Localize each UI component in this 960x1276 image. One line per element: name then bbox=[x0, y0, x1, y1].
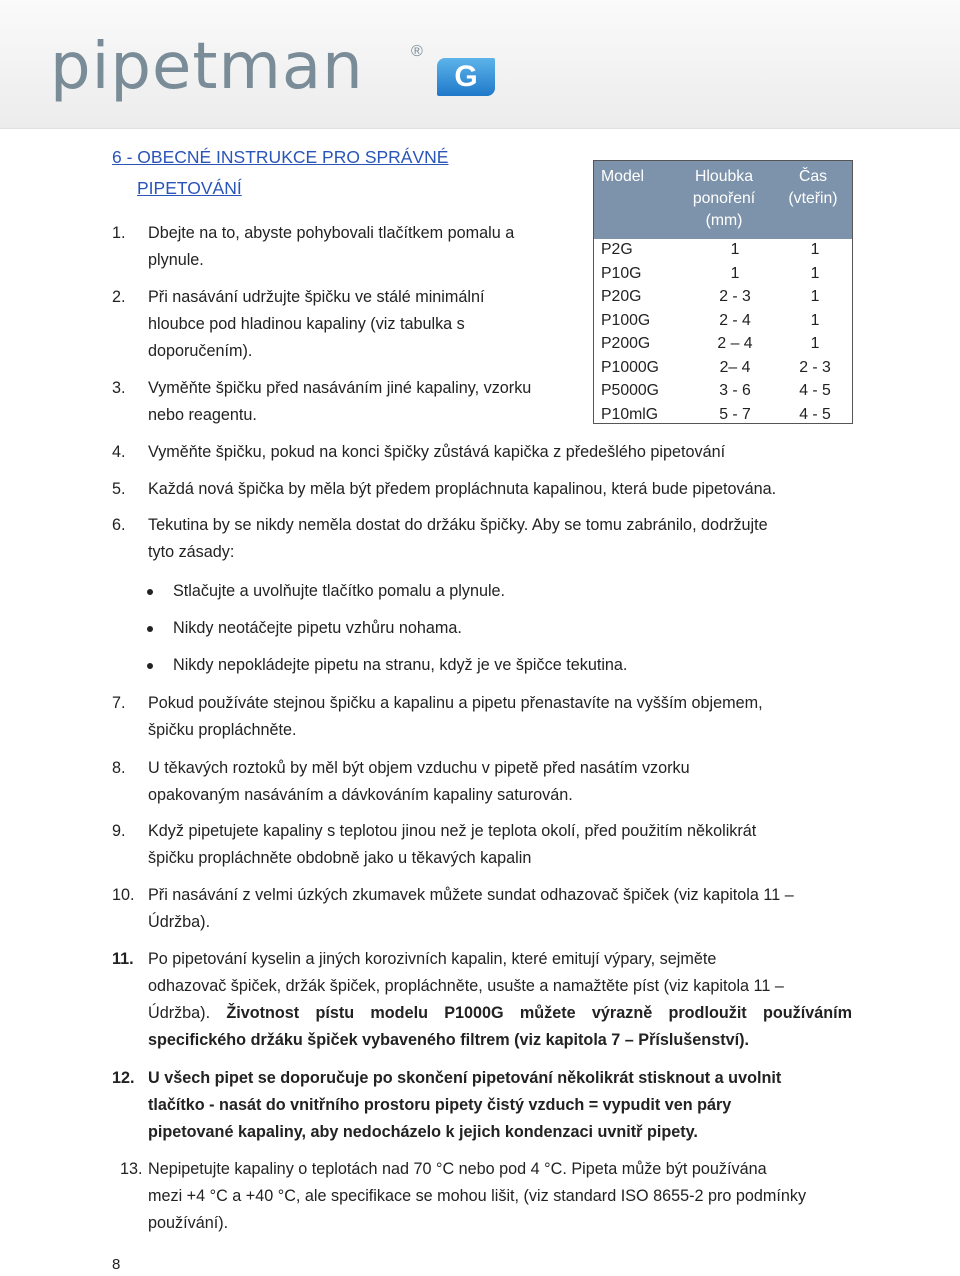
cell-model: P20G bbox=[601, 288, 642, 305]
item-number: 8. bbox=[112, 759, 126, 777]
header-depth bbox=[674, 166, 774, 232]
table-row bbox=[594, 309, 852, 333]
item-text-line: opakovaným nasáváním a dávkováním kapaliny saturován. bbox=[148, 786, 573, 804]
bullet-text: Nikdy nepokládejte pipetu na stranu, když je ve špičce tekutina. bbox=[173, 656, 628, 674]
cell-model: P5000G bbox=[601, 382, 659, 399]
item-number: 13. bbox=[120, 1160, 143, 1178]
item-text-line: doporučením). bbox=[148, 342, 253, 360]
item-number: 1. bbox=[112, 224, 126, 242]
header-time-line: Čas bbox=[798, 168, 828, 185]
item-text-line: Vyměňte špičku před nasáváním jiné kapaliny, vzorku bbox=[148, 379, 532, 397]
cell-time: 4 - 5 bbox=[799, 405, 831, 423]
cell-model: P10mlG bbox=[601, 405, 659, 423]
item-text-line: specifického držáku špiček vybaveného filtrem (viz kapitola 7 – Příslušenství). bbox=[148, 1031, 749, 1049]
header-time bbox=[774, 166, 852, 210]
item-text-line: Při nasávání udržujte špičku ve stálé minimální bbox=[148, 288, 485, 306]
item-text-line: nebo reagentu. bbox=[148, 406, 257, 424]
bullet-dot-icon bbox=[147, 589, 153, 595]
table-header bbox=[594, 161, 852, 239]
item-bold-text: Životnost pístu modelu P1000G můžete výrazně prodloužit používáním bbox=[226, 1004, 853, 1022]
immersion-depth-table bbox=[593, 160, 853, 424]
item-text-line: hloubce pod hladinou kapaliny (viz tabulka s bbox=[148, 315, 465, 333]
item-number: 3. bbox=[112, 379, 126, 397]
header-depth-line: (mm) bbox=[705, 212, 743, 229]
registered-mark: ® bbox=[411, 43, 423, 60]
bullet-dot-icon bbox=[147, 626, 153, 632]
item-text-line: Tekutina by se nikdy neměla dostat do držáku špičky. Aby se tomu zabránilo, dodržujte bbox=[148, 516, 768, 534]
item-text-line: Dbejte na to, abyste pohybovali tlačítkem pomalu a bbox=[148, 224, 515, 242]
item-text-span: Údržba). bbox=[148, 1004, 211, 1022]
table-row bbox=[594, 285, 852, 309]
bullet-dot-icon bbox=[147, 663, 153, 669]
item-number: 11. bbox=[112, 950, 134, 968]
logo-wordmark: pipetman bbox=[50, 30, 364, 104]
item-number: 10. bbox=[112, 886, 135, 904]
cell-time: 4 - 5 bbox=[799, 382, 831, 399]
cell-depth: 2 - 3 bbox=[719, 288, 751, 305]
item-text-line: pipetované kapaliny, aby nedocházelo k jejich kondenzaci uvnitř pipety. bbox=[148, 1123, 698, 1141]
item-text-line: tyto zásady: bbox=[148, 543, 235, 561]
cell-time: 1 bbox=[810, 241, 820, 258]
item-text-line: U těkavých roztoků by měl být objem vzduchu v pipetě před nasátím vzorku bbox=[148, 759, 690, 777]
item-number: 2. bbox=[112, 288, 126, 306]
cell-depth: 2 – 4 bbox=[717, 335, 753, 352]
item-text-line: Když pipetujete kapaliny s teplotou jinou než je teplota okolí, před použitím několikrát bbox=[148, 822, 757, 840]
item-text-line: Každá nová špička by měla být předem propláchnuta kapalinou, která bude pipetována. bbox=[148, 480, 777, 498]
item-number: 5. bbox=[112, 480, 126, 498]
cell-time: 1 bbox=[810, 335, 820, 352]
item-text-line: Při nasávání z velmi úzkých zkumavek můžete sundat odhazovač špiček (viz kapitola 11 – bbox=[148, 886, 794, 904]
table-row bbox=[594, 262, 852, 286]
item-number: 4. bbox=[112, 443, 126, 461]
table-row bbox=[594, 332, 852, 356]
cell-time: 1 bbox=[810, 288, 820, 305]
cell-depth: 5 - 7 bbox=[719, 405, 751, 423]
item-text-line: špičku propláchněte. bbox=[148, 721, 297, 739]
cell-depth: 2– 4 bbox=[719, 358, 751, 376]
item-number: 7. bbox=[112, 694, 126, 712]
item-text-line: tlačítko - nasát do vnitřního prostoru pipety čistý vzduch = vypudit ven páry bbox=[148, 1096, 732, 1114]
cell-model: P10G bbox=[601, 264, 642, 282]
header-banner bbox=[0, 0, 960, 129]
item-text-line: mezi +4 °C a +40 °C, ale specifikace se mohou lišit, (viz standard ISO 8655-2 pro podmínky bbox=[148, 1187, 807, 1205]
logo-badge: G bbox=[437, 58, 495, 96]
item-text-line: používání). bbox=[148, 1214, 229, 1232]
header-model: Model bbox=[601, 168, 645, 185]
cell-depth: 1 bbox=[730, 241, 740, 258]
item-text-line: Pokud používáte stejnou špičku a kapalinu a pipetu přenastavíte na vyšším objemem, bbox=[148, 694, 763, 712]
table-row bbox=[594, 403, 852, 427]
section-title-line-1: 6 - OBECNÉ INSTRUKCE PRO SPRÁVNÉ bbox=[112, 147, 449, 167]
bullet-text: Stlačujte a uvolňujte tlačítko pomalu a plynule. bbox=[173, 582, 506, 600]
cell-model: P2G bbox=[601, 241, 633, 258]
item-text-line: Po pipetování kyselin a jiných korozivních kapalin, které emitují výpary, sejměte bbox=[148, 950, 717, 968]
cell-model: P100G bbox=[601, 311, 651, 329]
item-text-line: plynule. bbox=[148, 251, 204, 269]
header-depth-line: Hloubka bbox=[695, 168, 753, 185]
cell-model: P1000G bbox=[601, 358, 659, 376]
item-text-line: Vyměňte špičku, pokud na konci špičky zůstává kapička z předešlého pipetování bbox=[148, 443, 726, 461]
item-number: 9. bbox=[112, 822, 126, 840]
item-number: 6. bbox=[112, 516, 126, 534]
section-title bbox=[112, 142, 492, 204]
item-number: 12. bbox=[112, 1069, 135, 1087]
table-row bbox=[594, 356, 852, 380]
item-text-line: Údržba). bbox=[148, 913, 211, 931]
item-text-line bbox=[148, 1000, 852, 1027]
cell-time: 2 - 3 bbox=[799, 358, 831, 376]
cell-depth: 3 - 6 bbox=[719, 382, 751, 399]
cell-time: 1 bbox=[810, 264, 820, 282]
item-text-line: Nepipetujte kapaliny o teplotách nad 70 °C nebo pod 4 °C. Pipeta může být používána bbox=[148, 1160, 767, 1178]
section-title-line-2: PIPETOVÁNÍ bbox=[137, 178, 242, 198]
bullet-text: Nikdy neotáčejte pipetu vzhůru nohama. bbox=[173, 619, 462, 637]
cell-depth: 2 - 4 bbox=[719, 311, 751, 329]
cell-depth: 1 bbox=[730, 264, 740, 282]
table-row bbox=[594, 238, 852, 262]
header-depth-line: ponoření bbox=[692, 190, 756, 207]
item-text-line: U všech pipet se doporučuje po skončení pipetování několikrát stisknout a uvolnit bbox=[148, 1069, 782, 1087]
cell-model: P200G bbox=[601, 335, 651, 352]
item-text-line: odhazovač špiček, držák špiček, propláchněte, usušte a namažtěte píst (viz kapitola 11 – bbox=[148, 977, 784, 995]
item-text-line: špičku propláchněte obdobně jako u těkavých kapalin bbox=[148, 849, 532, 867]
table-row bbox=[594, 379, 852, 403]
cell-time: 1 bbox=[810, 311, 820, 329]
header-time-line: (vteřin) bbox=[788, 190, 838, 207]
page-number: 8 bbox=[112, 1256, 121, 1273]
